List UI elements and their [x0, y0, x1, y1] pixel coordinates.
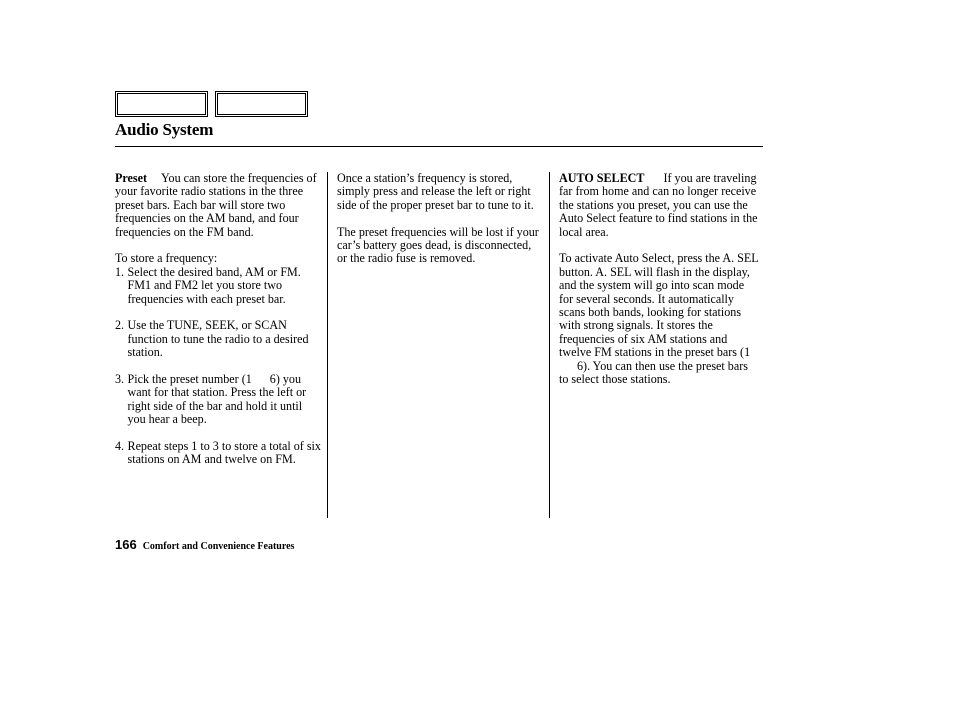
step-text-part-1: Pick the preset number (1 [127, 372, 252, 387]
step-text-part-2: 6) you want for that station. Press the left or right side of the bar and hold it until you hear a beep. [127, 372, 307, 427]
step-text: Repeat steps 1 to 3 to store a total of six stations on AM and twelve on FM. [127, 439, 321, 467]
auto-select-column [559, 172, 759, 400]
column-divider [327, 172, 328, 518]
step-number: 2. [115, 318, 125, 333]
step-3 [115, 373, 321, 427]
middle-paragraph-2: The preset frequencies will be lost if your car’s battery goes dead, is disconnected, or the radio fuse is removed. [337, 224, 539, 266]
auto-select-intro [559, 172, 759, 239]
auto-select-heading: AUTO SELECT [559, 171, 645, 185]
step-1 [115, 266, 321, 306]
middle-paragraph-1: Once a station’s frequency is stored, simply press and release the left or right side of the proper preset bar to tune to it. [337, 171, 534, 212]
header-tab-box-right [215, 91, 308, 117]
page-title: Audio System [115, 120, 214, 139]
steps-intro: To store a frequency: [115, 251, 218, 266]
page-footer [115, 536, 294, 554]
header-tab-box-left [115, 91, 208, 117]
preset-intro [115, 172, 321, 239]
step-number: 1. [115, 264, 125, 279]
step-number: 3. [115, 372, 125, 387]
step-text: Use the TUNE, SEEK, or SCAN function to tune the radio to a desired station. [127, 318, 309, 360]
auto-select-text-part-2: 6). You can then use the preset bars to select those stations. [559, 358, 748, 387]
step-text: Select the desired band, AM or FM. FM1 and FM2 let you store two frequencies with each preset bar. [127, 264, 301, 306]
section-name: Comfort and Convenience Features [142, 541, 295, 552]
preset-heading: Preset [115, 171, 148, 185]
auto-select-paragraph-2 [559, 252, 759, 386]
preset-column [115, 172, 321, 480]
step-2 [115, 319, 321, 359]
column-divider [549, 172, 550, 518]
auto-select-intro-text: If you are traveling far from home and can no longer receive the stations you preset, you can use the Auto Select feature to find stations in the local area. [559, 171, 758, 239]
preset-intro-text: You can store the frequencies of your favorite radio stations in the three preset bars. Each bar will store two frequencies on the AM band, and four frequencies on the FM band. [115, 171, 317, 239]
page-number: 166 [115, 537, 137, 552]
middle-column [337, 172, 542, 279]
auto-select-text-part-1: To activate Auto Select, press the A. SEL button. A. SEL will flash in the display, and the system will go into scan mode for several seconds. It automatically scans both bands, looking for stations with strong signals. It stores the frequencies of six AM stations and twelve FM stations in the preset bars (1 [559, 251, 759, 360]
title-rule [115, 146, 763, 147]
step-4 [115, 440, 321, 467]
step-number: 4. [115, 439, 125, 454]
